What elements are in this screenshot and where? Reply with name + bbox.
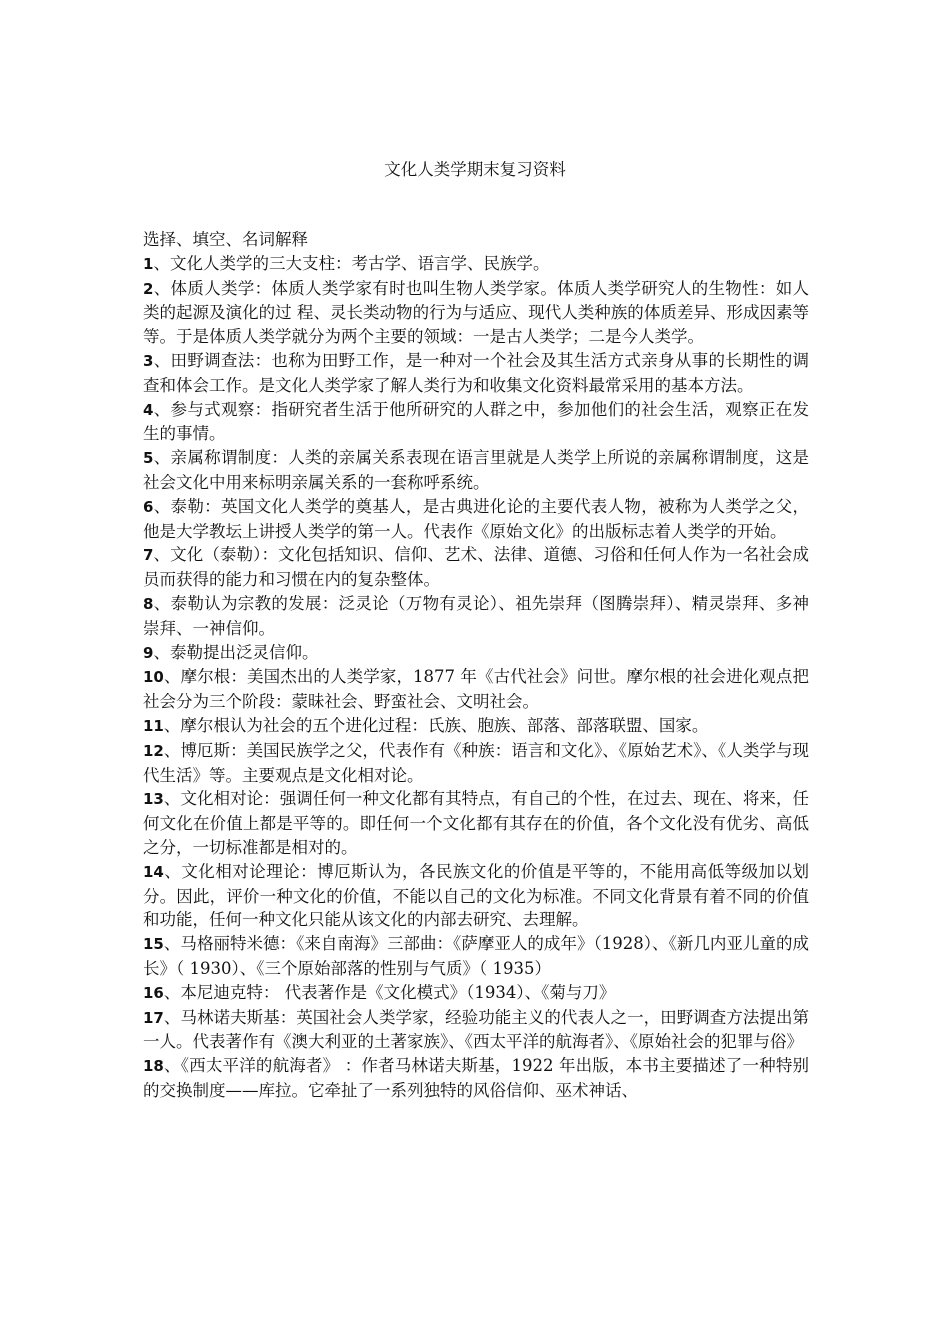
item-text: 、亲属称谓制度：人类的亲属关系表现在语言里就是人类学上所说的亲属称谓制度，这是社会文化中用来标明亲属关系的一套称呼系统。 [143,448,809,492]
item-number: 5 [143,449,154,468]
list-item [143,398,809,447]
item-list [143,252,809,1103]
list-item [143,1006,809,1055]
list-item [143,714,809,739]
page-title: 文化人类学期末复习资料 [384,160,566,179]
item-text: 、文化相对论：强调任何一种文化都有其特点，有自己的个性，在过去、现在、将来，任何文化在价值上都是平等的。即任何一个文化都有其存在的价值，各个文化没有优劣、高低之分，一切标准都是相对的。 [143,789,809,857]
item-number: 12 [143,741,164,760]
list-item [143,277,809,349]
item-text: 、本尼迪克特： 代表著作是《文化模式》（1934）、《菊与刀》 [163,982,616,1002]
item-number: 6 [143,497,154,516]
item-text: 、文化（泰勒）：文化包括知识、信仰、艺术、法律、道德、习俗和任何人作为一名社会成员而获得的能力和习惯在内的复杂整体。 [143,545,809,590]
item-text: 、马林诺夫斯基：英国社会人类学家，经验功能主义的代表人之一，田野调查方法提出第一人。代表著作有《澳大利亚的土著家族》、《西太平洋的航海者》、《原始社会的犯罪与俗》 [143,1007,809,1052]
item-number: 15 [143,935,164,954]
list-item [143,932,809,981]
item-number: 4 [143,400,154,419]
item-number: 18 [143,1057,164,1076]
item-text: 、文化相对论理论：博厄斯认为，各民族文化的价值是平等的，不能用高低等级加以划分。因此，评价一种文化的价值，不能以自己的文化为标准。不同文化背景有着不同的价值和功能，任何一种文化只能从该文化的内部去研究、去理解。 [143,861,809,930]
list-item [143,787,809,859]
list-item [143,860,809,932]
item-text: 、田野调查法：也称为田野工作，是一种对一个社会及其生活方式亲身从事的长期性的调查和体会工作。是文化人类学家了解人类行为和收集文化资料最常采用的基本方法。 [143,350,809,395]
item-number: 11 [143,716,164,735]
item-text: 、摩尔根：美国杰出的人类学家，1877 年《古代社会》问世。摩尔根的社会进化观点把社会分为三个阶段：蒙昧社会、野蛮社会、文明社会。 [143,667,809,712]
list-item [143,1054,809,1103]
item-number: 16 [143,983,164,1002]
list-item [143,592,809,641]
list-item [143,543,809,592]
item-number: 17 [143,1008,164,1027]
list-item [143,349,809,398]
item-text: 、博厄斯：美国民族学之父，代表作有《种族：语言和文化》、《原始艺术》、《人类学与现代生活》等。主要观点是文化相对论。 [143,740,809,785]
item-number: 1 [143,254,154,273]
item-text: 、《西太平洋的航海者》 ：作者马林诺夫斯基，1922 年出版，本书主要描述了一种特别的交换制度——库拉。它牵扯了一系列独特的风俗信仰、巫术神话、 [143,1056,809,1100]
list-item [143,665,809,714]
item-number: 14 [143,862,164,881]
section-subtitle: 选择、填空、名词解释 [143,230,308,249]
list-item [143,495,809,544]
item-number: 13 [143,790,164,809]
item-number: 7 [143,546,154,565]
list-item [143,981,809,1006]
item-number: 3 [143,351,154,370]
item-text: 、泰勒认为宗教的发展：泛灵论（万物有灵论）、祖先崇拜（图腾崇拜）、精灵崇拜、多神崇拜、一神信仰。 [143,593,809,638]
item-number: 9 [143,643,154,662]
item-number: 10 [143,668,164,687]
list-item [143,739,809,788]
item-text: 、摩尔根认为社会的五个进化过程：氏族、胞族、部落、部落联盟、国家。 [163,715,709,735]
item-text: 、马格丽特米德：《来自南海》三部曲：《萨摩亚人的成年》（1928）、《新几内亚儿童的成长》（ 1930）、《三个原始部落的性别与气质》（ 1935） [143,934,809,978]
item-text: 、参与式观察：指研究者生活于他所研究的人群之中，参加他们的社会生活，观察正在发生的事情。 [143,399,809,444]
list-item [143,446,809,495]
item-text: 、文化人类学的三大支柱：考古学、语言学、民族学。 [153,253,550,273]
item-text: 、泰勒提出泛灵信仰。 [153,642,319,662]
item-number: 2 [143,279,154,298]
list-item [143,641,809,666]
item-number: 8 [143,594,154,613]
document-body [143,228,809,1103]
item-text: 、泰勒：英国文化人类学的奠基人，是古典进化论的主要代表人物，被称为人类学之父，他是大学教坛上讲授人类学的第一人。代表作《原始文化》的出版标志着人类学的开始。 [143,496,809,541]
list-item [143,252,809,277]
item-text: 、体质人类学：体质人类学家有时也叫生物人类学家。体质人类学研究人的生物性：如人类的起源及演化的过 程、灵长类动物的行为与适应、现代人类种族的体质差异、形成因素等等。于是体质人类学就分为两个主要的领域：一是古人类学；二是今人类学。 [143,278,809,347]
